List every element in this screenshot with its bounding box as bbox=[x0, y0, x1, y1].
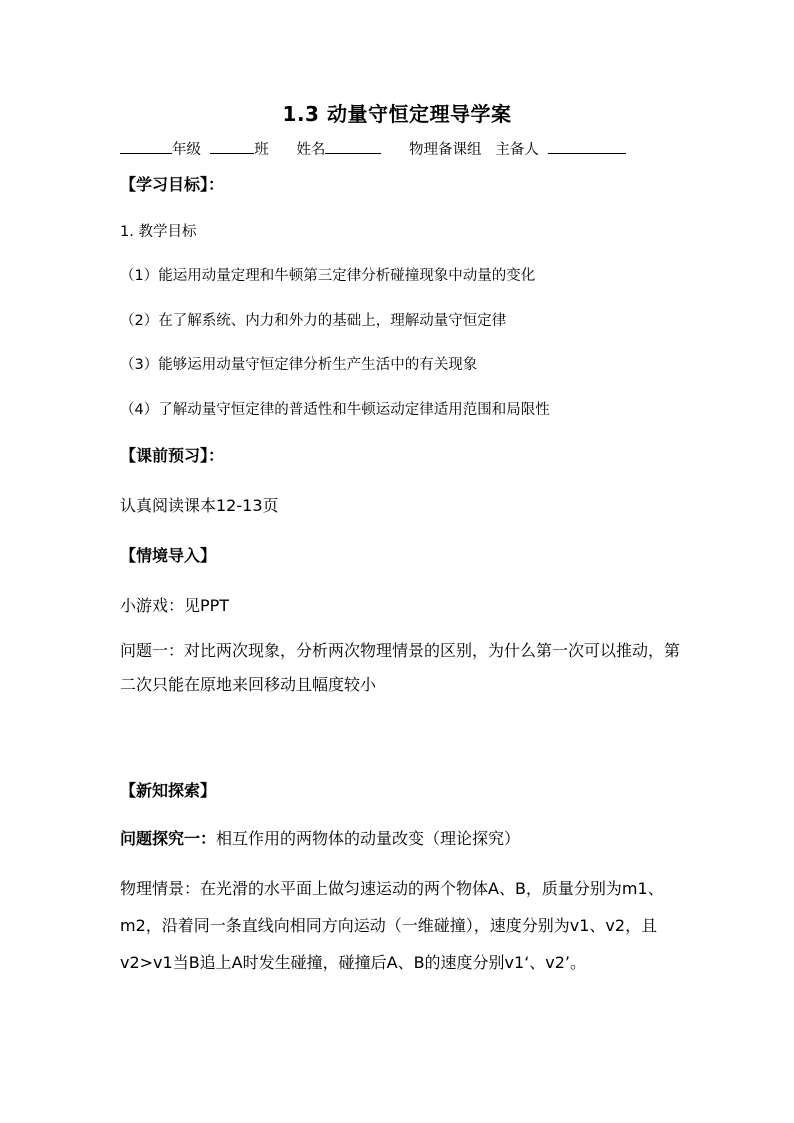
document-title: 1.3 动量守恒定理导学案 bbox=[282, 102, 512, 126]
intro-question: 问题一：对比两次现象，分析两次物理情景的区别，为什么第一次可以推动，第二次只能在原地来回移动且幅度较小 bbox=[120, 641, 681, 694]
objectives-heading: 【学习目标】： bbox=[120, 175, 225, 194]
group-label: 物理备课组 bbox=[409, 142, 482, 158]
grade-label: 年级 bbox=[172, 142, 201, 158]
objective-item: （1）能运用动量定理和牛顿第三定律分析碰撞现象中动量的变化 bbox=[120, 268, 536, 284]
preparer-label: 主备人 bbox=[495, 142, 539, 158]
problem-label: 问题探究一： bbox=[120, 829, 217, 848]
objective-item: （3）能够运用动量守恒定律分析生产生活中的有关现象 bbox=[120, 357, 478, 373]
explore-heading: 【新知探索】 bbox=[120, 781, 217, 800]
objective-item: （2）在了解系统、内力和外力的基础上，理解动量守恒定律 bbox=[120, 313, 507, 329]
problem-text: 相互作用的两物体的动量改变（理论探究） bbox=[216, 829, 521, 848]
problem-line bbox=[120, 826, 520, 849]
class-blank[interactable] bbox=[210, 139, 254, 154]
class-label: 班 bbox=[254, 142, 269, 158]
name-label: 姓名 bbox=[296, 142, 326, 158]
grade-blank[interactable] bbox=[120, 139, 172, 154]
scenario-paragraph: 物理情景：在光滑的水平面上做匀速运动的两个物体A、B，质量分别为m1、m2，沿着同一条直线向相同方向运动（一维碰撞），速度分别为v1、v2，且v2>v1当B追上A时发生碰撞，碰撞后A、B的速度分别v1‘、v2’。 bbox=[120, 879, 664, 972]
header-info-line bbox=[120, 138, 626, 159]
objective-item: （4）了解动量守恒定律的普适性和牛顿运动定律适用范围和局限性 bbox=[120, 402, 550, 418]
intro-game: 小游戏：见PPT bbox=[120, 596, 230, 615]
preview-heading: 【课前预习】： bbox=[120, 446, 225, 465]
intro-heading: 【情境导入】 bbox=[120, 546, 217, 565]
preparer-blank[interactable] bbox=[548, 139, 626, 154]
objectives-subheading: 1. 教学目标 bbox=[120, 224, 197, 240]
preview-text: 认真阅读课本12-13页 bbox=[120, 496, 279, 515]
name-blank[interactable] bbox=[325, 139, 381, 154]
